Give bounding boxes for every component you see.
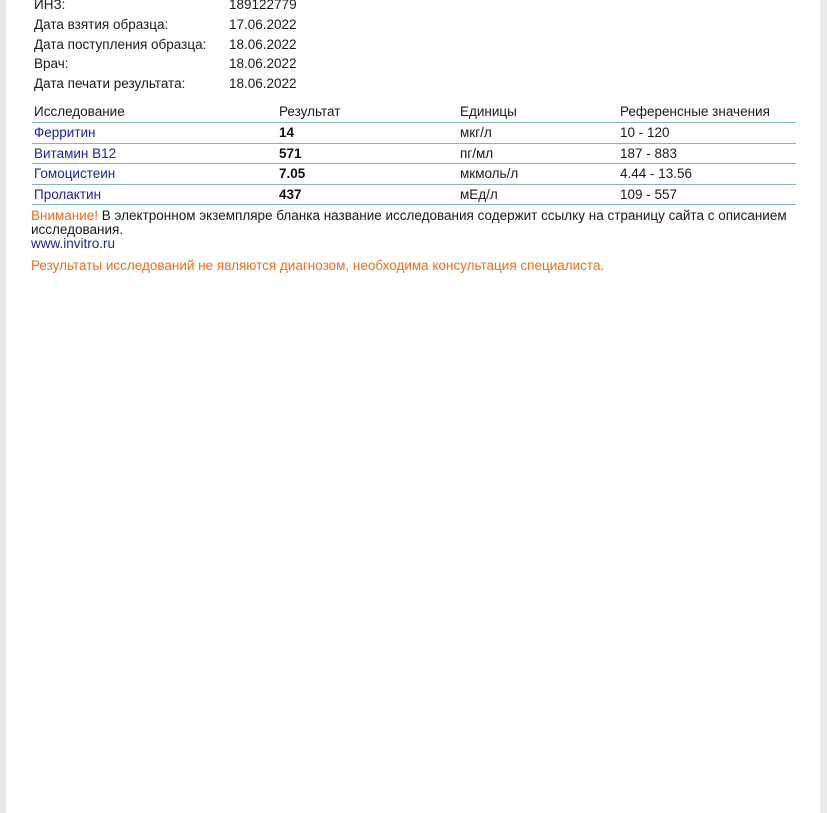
table-row	[32, 185, 796, 206]
result-value: 437	[279, 186, 302, 202]
disclaimer-text: Результаты исследований не являются диагнозом, необходима консультация специалиста.	[31, 258, 605, 273]
header-result: Результат	[279, 104, 341, 119]
info-label: ИНЗ:	[34, 0, 66, 12]
notice-warning-label: Внимание!	[31, 208, 99, 223]
info-label: Врач:	[34, 56, 69, 71]
info-value: 17.06.2022	[229, 17, 297, 32]
reference-value: 187 - 883	[620, 145, 678, 161]
table-header	[32, 102, 796, 123]
info-label: Дата поступления образца:	[34, 37, 207, 52]
notice-body: В электронном экземпляре бланка название исследования содержит ссылку на страницу сайта с описанием исследования.	[31, 208, 787, 237]
info-value: 18.06.2022	[229, 56, 297, 71]
info-label: Дата взятия образца:	[34, 17, 169, 32]
results-table	[32, 102, 796, 205]
table-row	[32, 123, 796, 144]
info-value: 189122779	[229, 0, 297, 12]
units-value: мЕд/л	[460, 186, 498, 202]
site-link[interactable]: www.invitro.ru	[31, 236, 116, 251]
header-units: Единицы	[460, 104, 517, 119]
report-page	[6, 0, 820, 813]
result-value: 14	[279, 125, 295, 140]
test-name-link[interactable]: Витамин B12	[34, 145, 117, 161]
result-value: 7.05	[279, 166, 306, 181]
reference-value: 4.44 - 13.56	[620, 166, 693, 181]
table-row	[32, 144, 796, 165]
result-value: 571	[279, 145, 302, 161]
info-value: 18.06.2022	[229, 37, 297, 52]
reference-value: 109 - 557	[620, 186, 678, 202]
units-value: пг/мл	[460, 145, 494, 161]
reference-value: 10 - 120	[620, 125, 670, 140]
header-test: Исследование	[34, 104, 125, 119]
header-reference: Референсные значения	[620, 104, 770, 119]
test-name-link[interactable]: Гомоцистеин	[34, 166, 116, 181]
units-value: мкмоль/л	[460, 166, 519, 181]
info-value: 18.06.2022	[229, 76, 297, 91]
table-row	[32, 164, 796, 185]
test-name-link[interactable]: Пролактин	[34, 186, 102, 202]
test-name-link[interactable]: Ферритин	[34, 125, 96, 140]
notice-text	[31, 209, 801, 236]
units-value: мкг/л	[460, 125, 492, 140]
info-label: Дата печати результата:	[34, 76, 186, 91]
